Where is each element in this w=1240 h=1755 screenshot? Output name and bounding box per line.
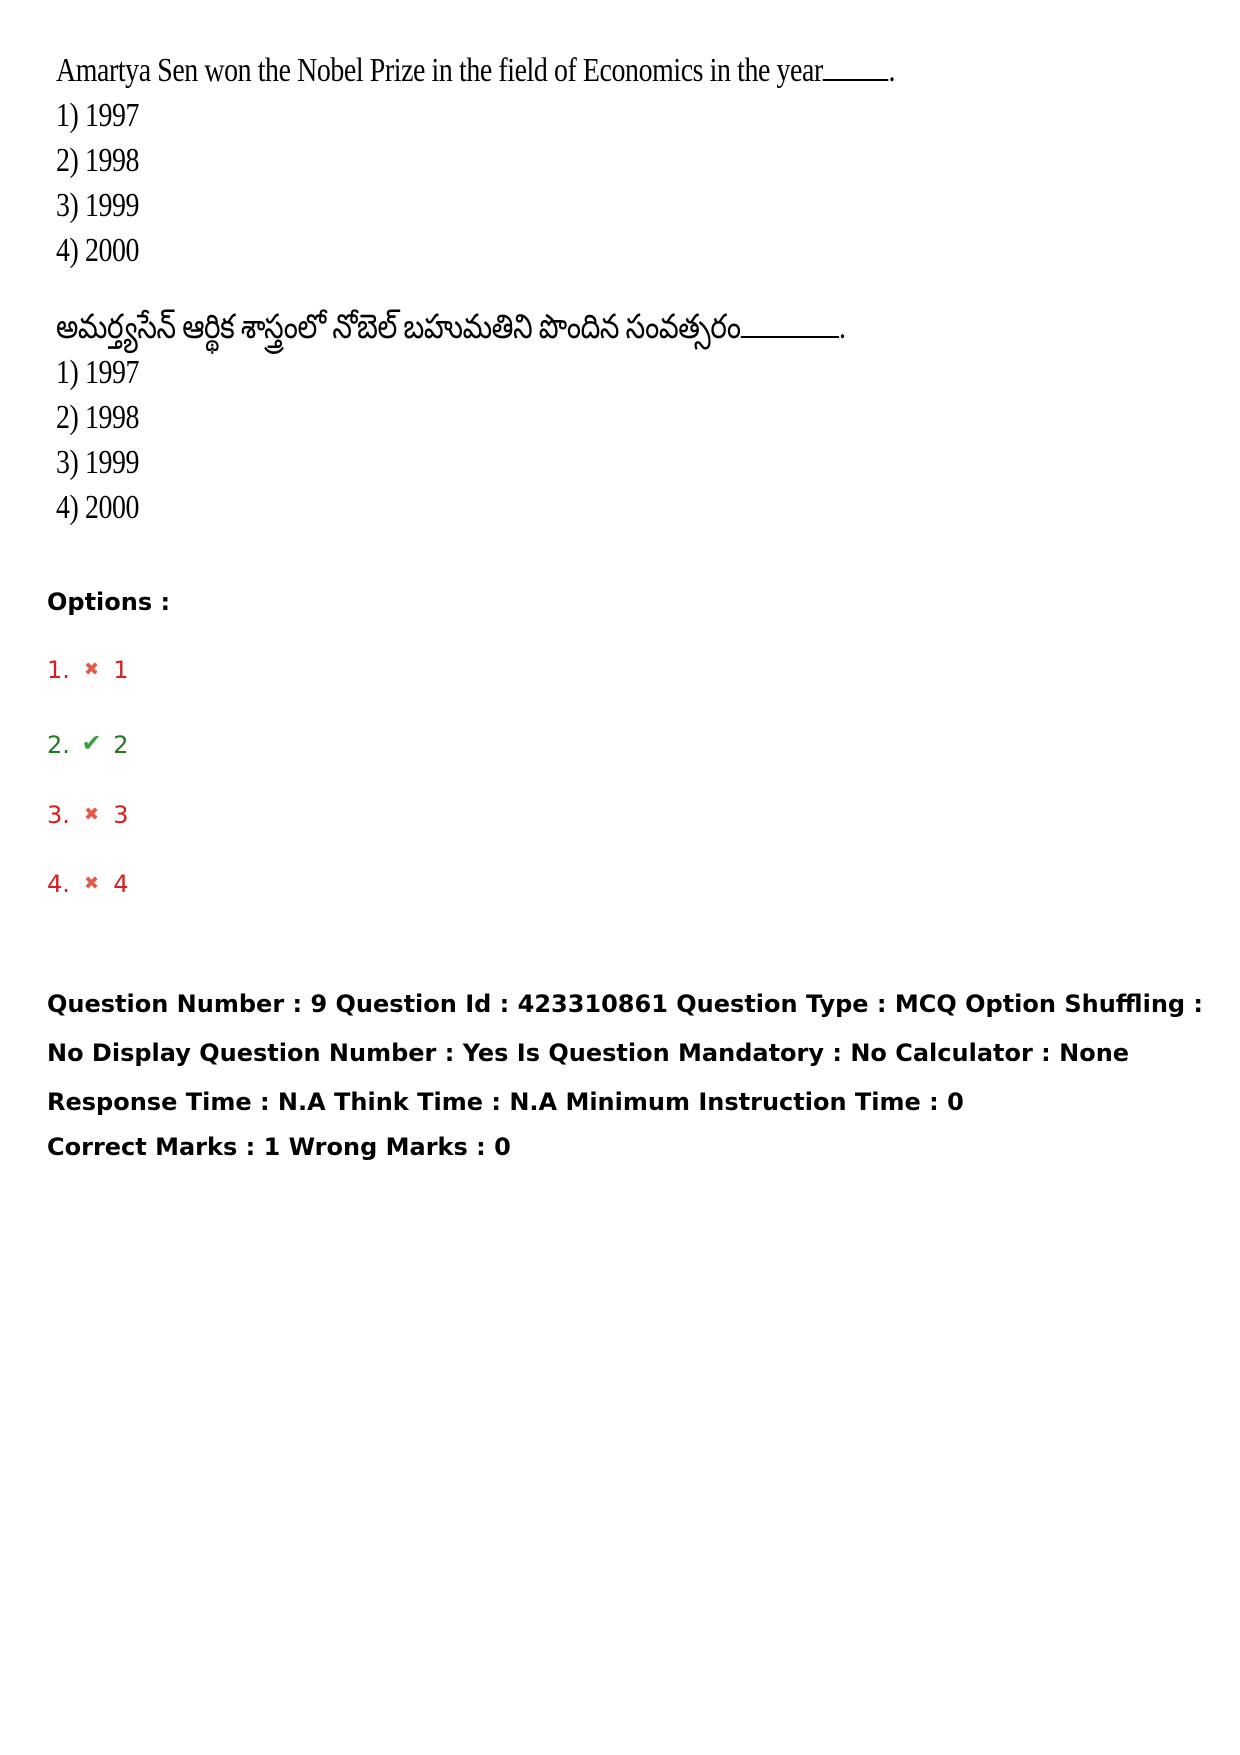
cross-icon: ✖ (84, 659, 100, 680)
option-4 (47, 868, 128, 901)
option-1 (47, 654, 128, 687)
telugu-block (56, 305, 956, 530)
option-number: 1. (47, 656, 70, 684)
option-value: 4 (113, 870, 129, 898)
option-number: 3. (47, 801, 70, 829)
telugu-option-4: 4) 2000 (56, 489, 140, 526)
english-option-2: 2) 1998 (56, 142, 140, 179)
question-metadata: Question Number : 9 Question Id : 423310861 Question Type : MCQ Option Shuffling : No Display Question Number : Yes Is Question Mandatory : No Calculator : None Response Time : N.A Think Time : N.A Minimum Instruction Time : 0 (47, 990, 1204, 1116)
telugu-option-3: 3) 1999 (56, 444, 140, 481)
telugu-option-2: 2) 1998 (56, 399, 140, 436)
cross-icon: ✖ (84, 873, 100, 894)
english-option-1: 1) 1997 (56, 97, 140, 134)
option-value: 2 (113, 731, 129, 759)
option-3 (47, 799, 128, 832)
answer-blank (741, 308, 839, 338)
option-value: 1 (113, 656, 129, 684)
answer-blank (823, 51, 889, 81)
english-question: Amartya Sen won the Nobel Prize in the field of Economics in the year . (56, 52, 896, 89)
options-label: Options : (47, 588, 171, 616)
option-number: 2. (47, 731, 70, 759)
telugu-question: అమర్త్యసేన్ ఆర్థిక శాస్త్రంలో నోబెల్ బహుమతిని పొందిన సంవత్సరం . (56, 309, 846, 346)
question-image (56, 48, 956, 530)
option-number: 4. (47, 870, 70, 898)
check-icon: ✔ (81, 729, 102, 757)
english-option-3: 3) 1999 (56, 187, 140, 224)
option-value: 3 (113, 801, 129, 829)
english-option-4: 4) 2000 (56, 232, 140, 269)
cross-icon: ✖ (84, 804, 100, 825)
option-2 (47, 729, 128, 762)
telugu-option-1: 1) 1997 (56, 354, 140, 391)
marks-info: Correct Marks : 1 Wrong Marks : 0 (47, 1133, 511, 1161)
